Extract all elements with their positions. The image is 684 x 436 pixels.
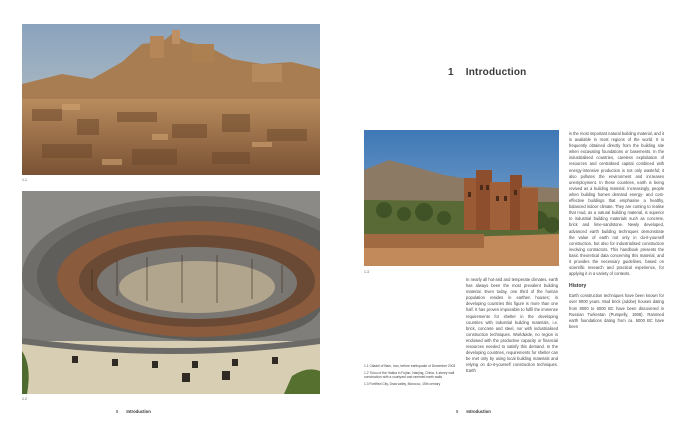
section-heading-history: History xyxy=(569,283,587,290)
left-page-number: 8 xyxy=(116,409,119,414)
figure-number-1-1: 1.1 xyxy=(22,178,27,182)
left-running-title: Introduction xyxy=(126,409,151,414)
photo-fortified-city xyxy=(364,130,559,266)
body-paragraph-1: In nearly all hot-arid and temperate climates, earth has always been the most prevalent building material. Even today, one third of the human population resides in earthen houses; in developing countries this figure is more than one half. It has proven impossible to fulfil the immense requirements for shelter in the developing countries with industrial building materials, i.e. brick, concrete and steel, nor with industrialised construction techniques. Worldwide, no region is endowed with the productive capacity or financial resources needed to satisfy this demand. In the developing countries, requirements for shelter can be met only by using local building materials and relying on do-it-yourself construction techniques. Earth xyxy=(466,277,558,374)
chapter-number: 1 xyxy=(448,67,454,78)
history-paragraph: Earth construction techniques have been known for over 9000 years. Mud brick (adobe) houses dating from 8000 to 6000 BC have been discovered in Russian Turkestan (Pumpelly, 1908). Rammed earth foundations dating from ca. 5000 BC have been xyxy=(569,293,664,329)
caption-1-3: 1.3 Fortified City, Draa valley, Morocco, 15th century xyxy=(364,381,441,386)
text-column-2 xyxy=(569,131,664,334)
caption-1-1: 1.1 Citadel of Bam, Iran, before earthquake of December 2003 xyxy=(364,364,456,368)
captions-block xyxy=(364,364,462,388)
figure-number-1-2: 1.2 xyxy=(22,397,27,401)
right-page-number: 9 xyxy=(456,409,459,414)
photo-citadel-of-bam xyxy=(22,24,320,175)
caption-1-2: 1.2 Tulou of the Hakka in Fujian, Nanjing, China. 4-storey wall construction with a courtyard and rammed earth walls xyxy=(364,370,455,380)
chapter-title: Introduction xyxy=(465,67,527,78)
body-paragraph-2: is the most important natural building material, and it is available in most regions of the world. It is frequently obtained directly from the building site when excavating foundations or basements. In the industrialised countries, careless exploitation of resources and centralised capital combined with energy-intensive production is not only wasteful; it also pollutes the environment and increases unemployment. In these countries, earth is being revived as a building material. Increasingly, people when building homes demand energy- and cost-effective buildings that emphasise a healthy, balanced indoor climate. They are coming to realise that mud, as a natural building material, is superior to industrial building materials such as concrete, brick and lime-sandstone. Newly developed, advanced earth building techniques demonstrate the value of earth not only in do-it-yourself construction, but also for industrialised construction involving contractors. This handbook presents the basic theoretical data concerning this material, and it provides the necessary guidelines, based on scientific research and practical experience, for applying it in a variety of contexts. xyxy=(569,131,664,277)
figure-number-1-3: 1.3 xyxy=(364,270,369,274)
left-folio xyxy=(116,409,151,414)
right-folio xyxy=(456,409,491,414)
text-column-1 xyxy=(466,277,558,379)
chapter-heading xyxy=(448,67,527,78)
photo-tulou xyxy=(22,191,320,394)
right-running-title: Introduction xyxy=(466,409,491,414)
